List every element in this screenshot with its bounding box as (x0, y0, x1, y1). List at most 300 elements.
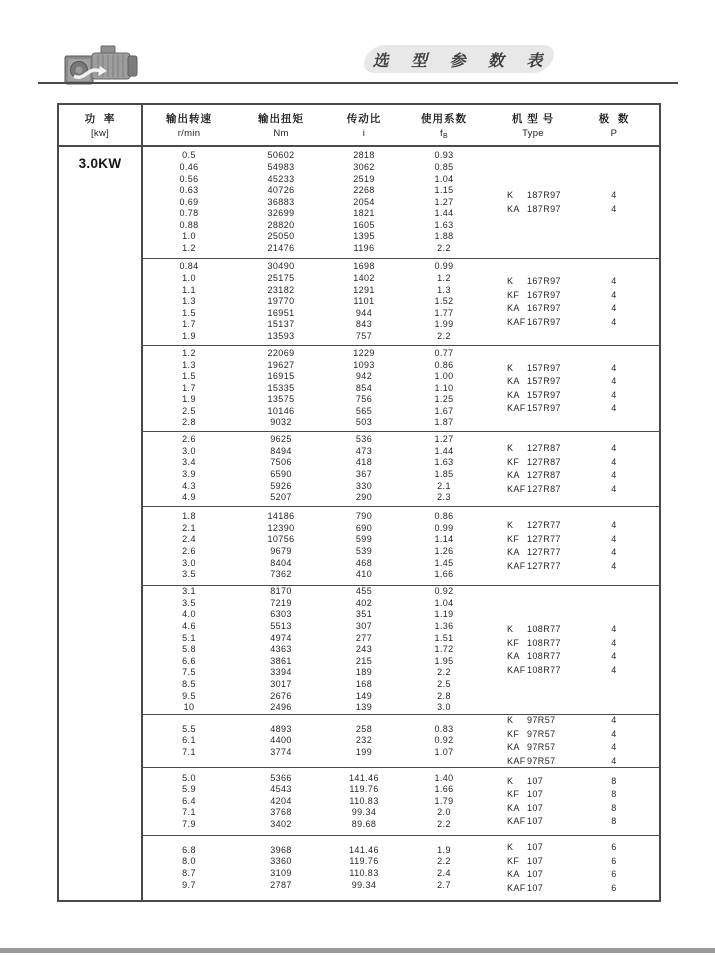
block-rows (143, 259, 487, 345)
type-row (487, 623, 659, 637)
speed-value: 3.1 (182, 586, 196, 597)
ratio-value: 757 (355, 330, 373, 341)
data-row (143, 724, 487, 736)
factor-value: 1.44 (434, 445, 454, 456)
factor-value: 1.25 (434, 394, 454, 405)
ratio-value: 402 (355, 597, 373, 608)
type-model: 108R77 (527, 637, 561, 648)
block-rows (143, 346, 487, 431)
torque-value: 2676 (270, 690, 292, 701)
type-model: 127R87 (527, 456, 561, 467)
factor-value: 2.2 (437, 667, 451, 678)
type-model: 108R77 (527, 664, 561, 675)
type-prefix: KF (507, 456, 520, 467)
data-row (143, 348, 487, 360)
poles-value: 4 (611, 715, 617, 725)
factor-value: 1.2 (437, 273, 451, 284)
col-header-factor-cn: 使用系数 (421, 112, 467, 125)
block-types (487, 586, 659, 714)
factor-value: 0.86 (434, 359, 454, 370)
ratio-value: 367 (355, 469, 373, 479)
data-row (143, 667, 487, 679)
poles-value: 4 (611, 560, 617, 571)
type-prefix: KF (507, 637, 520, 648)
type-value (487, 788, 579, 802)
type-model: 157R97 (527, 403, 561, 413)
block-types (487, 836, 659, 900)
col-header-poles-cn: 极 数 (598, 113, 630, 125)
speed-value: 2.6 (182, 546, 196, 556)
ratio-value: 141.46 (349, 772, 379, 783)
type-value (487, 637, 579, 651)
ratio-value: 1402 (353, 273, 375, 284)
poles-value: 4 (611, 742, 617, 752)
speed-value: 5.5 (182, 723, 196, 734)
data-row (143, 406, 487, 418)
factor-value: 2.4 (437, 868, 451, 878)
type-row (487, 714, 659, 728)
data-row (143, 383, 487, 395)
factor-value: 0.86 (434, 511, 454, 522)
speed-value: 0.88 (179, 219, 199, 230)
torque-value: 22069 (267, 347, 295, 358)
speed-value: 1.7 (182, 319, 196, 330)
speed-value: 3.5 (182, 569, 196, 580)
factor-value: 1.10 (434, 382, 454, 393)
block-rows (143, 586, 487, 714)
ratio-value: 410 (355, 569, 373, 580)
table-header-row (59, 105, 659, 147)
ratio-value: 1395 (353, 231, 375, 242)
data-row (143, 511, 487, 523)
torque-value: 3394 (270, 667, 292, 678)
speed-value: 1.5 (182, 307, 196, 318)
torque-value: 23182 (267, 284, 295, 295)
gearmotor-photo (62, 40, 152, 96)
torque-value: 4893 (270, 723, 292, 734)
type-model: 127R77 (527, 533, 561, 544)
factor-value: 1.40 (434, 772, 454, 783)
data-row (143, 417, 487, 429)
torque-value: 3109 (270, 868, 292, 878)
poles-value: 6 (611, 855, 617, 866)
type-prefix: KA (507, 203, 520, 214)
col-header-torque-unit: Nm (273, 128, 289, 139)
data-row (143, 261, 487, 273)
speed-value: 1.2 (182, 347, 196, 358)
poles-value: 4 (611, 624, 617, 634)
factor-value: 2.2 (437, 856, 451, 867)
data-row (143, 469, 487, 481)
type-model: 107 (527, 802, 544, 813)
speed-value: 8.0 (182, 856, 196, 867)
power-value: 3.0KW (78, 156, 122, 171)
poles-value: 4 (611, 203, 617, 214)
type-value (487, 483, 579, 497)
speed-value: 6.1 (182, 735, 196, 746)
torque-value: 3774 (270, 746, 292, 757)
factor-value: 2.1 (437, 480, 451, 491)
data-row (143, 523, 487, 535)
speed-value: 0.5 (182, 150, 196, 161)
factor-value: 1.07 (434, 746, 454, 757)
speed-value: 5.0 (182, 772, 196, 783)
ratio-value: 942 (355, 371, 373, 382)
type-row (487, 519, 659, 533)
type-value (487, 375, 579, 389)
col-header-power (59, 105, 143, 145)
torque-value: 8170 (270, 586, 292, 597)
type-value (487, 203, 579, 217)
torque-value: 7362 (270, 569, 292, 580)
gearmotor-photo-svg (62, 40, 152, 96)
data-row (143, 747, 487, 759)
block-rows (143, 768, 487, 835)
data-row (143, 457, 487, 469)
type-value (487, 855, 579, 869)
ratio-value: 141.46 (349, 844, 379, 855)
type-value (487, 560, 579, 574)
factor-value: 1.63 (434, 457, 454, 468)
type-value (487, 519, 579, 533)
factor-value: 1.67 (434, 405, 454, 416)
ratio-value: 473 (355, 445, 373, 456)
torque-value: 15137 (267, 319, 295, 330)
data-row (143, 220, 487, 232)
data-row (143, 273, 487, 285)
ratio-value: 854 (355, 382, 373, 393)
speed-value: 4.6 (182, 621, 196, 632)
type-value (487, 714, 579, 728)
type-row (487, 815, 659, 829)
col-header-type (487, 105, 579, 145)
factor-value: 2.5 (437, 678, 451, 689)
data-row (143, 481, 487, 493)
speed-value: 1.2 (182, 243, 196, 254)
type-model: 187R97 (527, 190, 561, 200)
factor-value: 1.04 (434, 173, 454, 184)
type-value (487, 289, 579, 303)
factor-value: 1.95 (434, 655, 454, 666)
type-model: 167R97 (527, 316, 561, 327)
type-row (487, 728, 659, 742)
col-header-poles-unit: P (610, 128, 618, 139)
ratio-value: 330 (355, 480, 373, 491)
type-value (487, 533, 579, 547)
table-blocks (143, 147, 659, 900)
speed-value: 0.63 (179, 185, 199, 196)
ratio-value: 189 (355, 667, 373, 678)
type-value (487, 402, 579, 416)
data-row (143, 243, 487, 255)
torque-value: 6303 (270, 609, 292, 620)
table-block (143, 768, 659, 836)
torque-value: 40726 (267, 185, 295, 196)
col-header-power-unit: [kw] (90, 128, 110, 139)
type-prefix: K (507, 842, 514, 852)
ratio-value: 944 (355, 307, 373, 318)
type-model: 97R57 (527, 742, 556, 752)
speed-value: 6.8 (182, 844, 196, 855)
type-row (487, 456, 659, 470)
torque-value: 2496 (270, 702, 292, 713)
type-prefix: KAF (507, 816, 526, 826)
type-value (487, 650, 579, 664)
speed-value: 4.3 (182, 480, 196, 491)
type-prefix: K (507, 190, 514, 200)
type-prefix: K (507, 443, 514, 453)
speed-value: 7.1 (182, 746, 196, 757)
type-model: 108R77 (527, 651, 561, 661)
poles-value: 4 (611, 276, 617, 286)
poles-value: 4 (611, 520, 617, 530)
ratio-value: 199 (355, 746, 373, 757)
factor-value: 2.3 (437, 492, 451, 503)
speed-value: 0.78 (179, 208, 199, 219)
header-rule (38, 82, 678, 84)
poles-value: 4 (611, 533, 617, 544)
speed-value: 7.1 (182, 807, 196, 818)
torque-value: 4363 (270, 644, 292, 655)
speed-value: 1.0 (182, 231, 196, 242)
ratio-value: 1229 (353, 347, 375, 358)
ratio-value: 99.34 (351, 807, 377, 818)
torque-value: 21476 (267, 243, 295, 254)
torque-value: 10146 (267, 405, 295, 416)
factor-value: 1.99 (434, 319, 454, 330)
factor-value: 0.92 (434, 735, 454, 746)
ratio-value: 351 (355, 609, 373, 620)
poles-value: 4 (611, 664, 617, 675)
speed-value: 4.0 (182, 609, 196, 620)
ratio-value: 1698 (353, 261, 375, 272)
type-model: 97R57 (527, 755, 556, 766)
type-prefix: K (507, 775, 514, 786)
speed-value: 3.0 (182, 445, 196, 456)
speed-value: 2.5 (182, 405, 196, 416)
torque-value: 54983 (267, 161, 295, 172)
data-row (143, 679, 487, 691)
type-row (487, 546, 659, 560)
block-types (487, 147, 659, 258)
col-header-type-cn: 机 型 号 (511, 113, 555, 125)
table-block (143, 259, 659, 346)
table-block (143, 346, 659, 432)
table-body (59, 147, 659, 900)
data-row (143, 534, 487, 546)
poles-value: 4 (611, 755, 617, 766)
type-model: 167R97 (527, 303, 561, 313)
ratio-value: 1291 (353, 284, 375, 295)
torque-value: 7506 (270, 457, 292, 468)
ratio-value: 99.34 (351, 879, 377, 890)
type-row (487, 469, 659, 483)
col-header-ratio (327, 105, 401, 145)
type-row (487, 882, 659, 896)
data-row (143, 586, 487, 598)
data-row (143, 174, 487, 186)
data-row (143, 691, 487, 703)
ratio-value: 565 (355, 405, 373, 416)
type-prefix: KAF (507, 316, 526, 327)
ratio-value: 119.76 (349, 784, 379, 795)
poles-value: 6 (611, 882, 617, 893)
torque-value: 25175 (267, 273, 295, 284)
poles-value: 4 (611, 456, 617, 467)
torque-value: 15335 (267, 382, 295, 393)
type-model: 108R77 (527, 624, 561, 634)
type-value (487, 275, 579, 289)
table-block (143, 507, 659, 586)
ratio-value: 232 (355, 735, 373, 746)
type-prefix: KAF (507, 403, 526, 413)
type-prefix: KAF (507, 483, 526, 494)
factor-value: 1.14 (434, 534, 454, 545)
torque-value: 5926 (270, 480, 292, 491)
speed-value: 1.7 (182, 382, 196, 393)
type-value (487, 316, 579, 330)
type-value (487, 389, 579, 403)
data-row (143, 331, 487, 343)
ratio-value: 277 (355, 632, 373, 643)
type-row (487, 402, 659, 416)
type-value (487, 728, 579, 742)
speed-value: 0.56 (179, 173, 199, 184)
data-row (143, 319, 487, 331)
data-row (143, 569, 487, 581)
speed-value: 9.7 (182, 879, 196, 890)
factor-value: 0.85 (434, 161, 454, 172)
torque-value: 9032 (270, 417, 292, 428)
factor-value: 1.63 (434, 219, 454, 230)
type-model: 127R77 (527, 560, 561, 571)
poles-value: 4 (611, 316, 617, 327)
type-model: 97R57 (527, 728, 556, 739)
block-rows (143, 836, 487, 900)
type-row (487, 788, 659, 802)
type-row (487, 316, 659, 330)
type-row (487, 289, 659, 303)
data-row (143, 492, 487, 504)
type-row (487, 362, 659, 376)
torque-value: 12390 (267, 522, 295, 533)
block-rows (143, 432, 487, 506)
type-prefix: K (507, 362, 514, 373)
data-row (143, 644, 487, 656)
torque-value: 3360 (270, 856, 292, 867)
torque-value: 7219 (270, 597, 292, 608)
type-prefix: KF (507, 289, 520, 300)
block-types (487, 715, 659, 767)
poles-value: 4 (611, 637, 617, 648)
factor-value: 2.2 (437, 330, 451, 341)
data-row (143, 208, 487, 220)
data-row (143, 819, 487, 831)
data-row (143, 162, 487, 174)
poles-value: 4 (611, 443, 617, 453)
speed-value: 3.9 (182, 469, 196, 479)
type-row (487, 275, 659, 289)
type-row (487, 375, 659, 389)
ratio-value: 539 (355, 546, 373, 556)
type-row (487, 802, 659, 816)
torque-value: 4974 (270, 632, 292, 643)
type-model: 157R97 (527, 362, 561, 373)
data-row (143, 394, 487, 406)
factor-value: 1.45 (434, 557, 454, 568)
torque-value: 3968 (270, 844, 292, 855)
type-prefix: KA (507, 470, 520, 480)
data-row (143, 296, 487, 308)
type-model: 127R77 (527, 520, 561, 530)
type-value (487, 841, 579, 855)
speed-value: 5.9 (182, 784, 196, 795)
type-model: 127R87 (527, 470, 561, 480)
type-row (487, 483, 659, 497)
factor-value: 3.0 (437, 702, 451, 713)
torque-value: 10756 (267, 534, 295, 545)
factor-value: 1.04 (434, 597, 454, 608)
factor-value: 0.99 (434, 522, 454, 533)
type-model: 107 (527, 882, 544, 893)
factor-value: 1.79 (434, 795, 454, 806)
ratio-value: 468 (355, 557, 373, 568)
type-row (487, 442, 659, 456)
data-row (143, 868, 487, 880)
factor-value: 1.85 (434, 469, 454, 479)
ratio-value: 1196 (353, 243, 375, 254)
type-prefix: KA (507, 742, 520, 752)
speed-value: 3.0 (182, 557, 196, 568)
speed-value: 10 (183, 702, 195, 713)
type-prefix: KA (507, 869, 520, 879)
type-prefix: KAF (507, 560, 526, 571)
speed-value: 8.5 (182, 678, 196, 689)
poles-value: 8 (611, 789, 617, 799)
block-rows (143, 715, 487, 767)
data-row (143, 796, 487, 808)
ratio-value: 290 (355, 492, 373, 503)
data-row (143, 197, 487, 209)
speed-value: 2.8 (182, 417, 196, 428)
type-value (487, 546, 579, 560)
type-model: 107 (527, 789, 544, 799)
ratio-value: 790 (355, 511, 373, 522)
type-row (487, 775, 659, 789)
data-row (143, 185, 487, 197)
ratio-value: 139 (355, 702, 373, 713)
speed-value: 2.6 (182, 434, 196, 445)
type-model: 127R77 (527, 547, 561, 557)
speed-value: 5.1 (182, 632, 196, 643)
torque-value: 3861 (270, 655, 292, 666)
speed-value: 3.4 (182, 457, 196, 468)
table-block (143, 836, 659, 900)
factor-value: 2.2 (437, 243, 451, 254)
data-row (143, 150, 487, 162)
torque-value: 3017 (270, 678, 292, 689)
factor-value: 1.77 (434, 307, 454, 318)
torque-value: 16951 (267, 307, 295, 318)
type-prefix: K (507, 276, 514, 286)
ratio-value: 110.83 (349, 868, 379, 878)
torque-value: 32699 (267, 208, 295, 219)
speed-value: 1.9 (182, 394, 196, 405)
torque-value: 9679 (270, 546, 292, 556)
table-block (143, 715, 659, 768)
ratio-value: 307 (355, 621, 373, 632)
ratio-value: 2818 (353, 150, 375, 161)
